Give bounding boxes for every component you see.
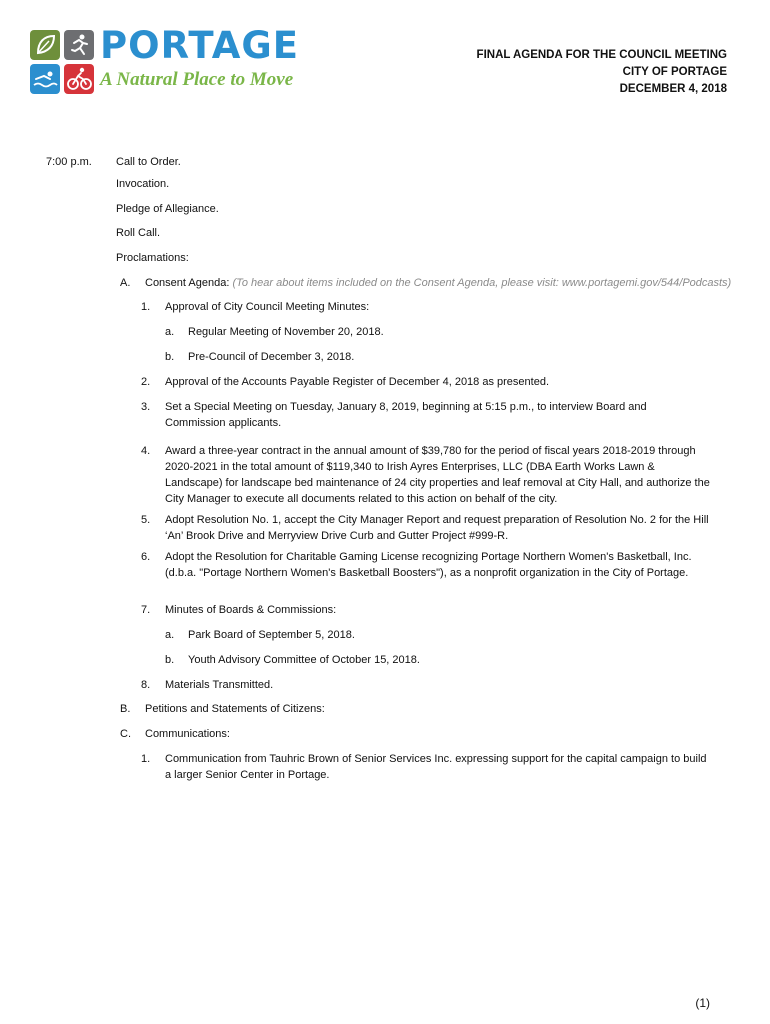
item-number: 5. <box>141 514 151 526</box>
subitem-text: Youth Advisory Committee of October 15, 2018. <box>188 654 420 666</box>
section-a-marker: A. <box>120 277 131 289</box>
header-city: CITY OF PORTAGE <box>622 66 727 78</box>
item-number: 1. <box>141 301 151 313</box>
subitem-letter: b. <box>165 351 175 363</box>
section-b-title: Petitions and Statements of Citizens: <box>145 703 325 715</box>
item-number: 8. <box>141 679 151 691</box>
runner-icon <box>64 30 94 60</box>
item-number: 6. <box>141 551 151 563</box>
agenda-invocation: Invocation. <box>116 178 170 190</box>
section-b-marker: B. <box>120 703 131 715</box>
item-text: Minutes of Boards & Commissions: <box>165 604 337 616</box>
agenda-proclamations: Proclamations: <box>116 252 189 264</box>
section-a-title: Consent Agenda: <box>145 277 230 289</box>
cyclist-icon <box>64 64 94 94</box>
meeting-time: 7:00 p.m. <box>46 156 92 168</box>
item-number: 7. <box>141 604 151 616</box>
item-text: Adopt Resolution No. 1, accept the City Manager Report and request preparation of Resolution No. 2 for the Hill ‘An’ Brook Drive and Merryview Drive Curb and Gutter Project #999-R. <box>165 514 709 542</box>
page-number: (1) <box>695 996 710 1010</box>
portage-logo <box>30 26 300 98</box>
item-number: 4. <box>141 445 151 457</box>
item-number: 1. <box>141 753 151 765</box>
item-text: Approval of City Council Meeting Minutes: <box>165 301 370 313</box>
section-c-marker: C. <box>120 728 131 740</box>
agenda-roll-call: Roll Call. <box>116 227 161 239</box>
section-a-heading <box>145 276 731 290</box>
agenda-pledge: Pledge of Allegiance. <box>116 203 219 215</box>
header-date: DECEMBER 4, 2018 <box>619 83 727 95</box>
agenda-call-to-order: Call to Order. <box>116 156 181 168</box>
subitem-text: Park Board of September 5, 2018. <box>188 629 355 641</box>
subitem-letter: b. <box>165 654 175 666</box>
subitem-text: Regular Meeting of November 20, 2018. <box>188 326 384 338</box>
item-text: Award a three-year contract in the annual amount of $39,780 for the period of fiscal years 2018-2019 through 2020-2021 in the total amount of $119,340 to Irish Ayres Enterprises, LLC (DBA Earth Works Lawn & Landscape) for landscape bed maintenance of 24 city properties and leaf removal at City Hall, and authorize the City Manager to execute all documents related to this action on behalf of the city. <box>165 445 710 505</box>
item-text: Adopt the Resolution for Charitable Gaming License recognizing Portage Northern Women's Basketball, Inc. (d.b.a. "Portage Northern Women's Basketball Boosters"), as a nonprofit organization in the City of Portage. <box>165 551 692 579</box>
subitem-letter: a. <box>165 629 175 641</box>
section-a-note: (To hear about items included on the Consent Agenda, please visit: www.portagemi.gov/544/Podcasts) <box>232 277 732 289</box>
header-title: FINAL AGENDA FOR THE COUNCIL MEETING <box>476 49 727 61</box>
leaf-icon <box>30 30 60 60</box>
subitem-text: Pre-Council of December 3, 2018. <box>188 351 355 363</box>
item-text: Communication from Tauhric Brown of Senior Services Inc. expressing support for the capital campaign to build a larger Senior Center in Portage. <box>165 753 707 781</box>
item-text: Set a Special Meeting on Tuesday, January 8, 2019, beginning at 5:15 p.m., to interview Board and Commission applicants. <box>165 401 647 429</box>
section-c-title: Communications: <box>145 728 230 740</box>
swimmer-icon <box>30 64 60 94</box>
item-text: Approval of the Accounts Payable Register of December 4, 2018 as presented. <box>165 376 550 388</box>
logo-tagline: A Natural Place to Move <box>100 69 294 90</box>
item-number: 3. <box>141 401 151 413</box>
item-text: Materials Transmitted. <box>165 679 274 691</box>
logo-wordmark: PORTAGE <box>100 24 300 67</box>
subitem-letter: a. <box>165 326 175 338</box>
item-number: 2. <box>141 376 151 388</box>
agenda-header <box>477 47 727 98</box>
